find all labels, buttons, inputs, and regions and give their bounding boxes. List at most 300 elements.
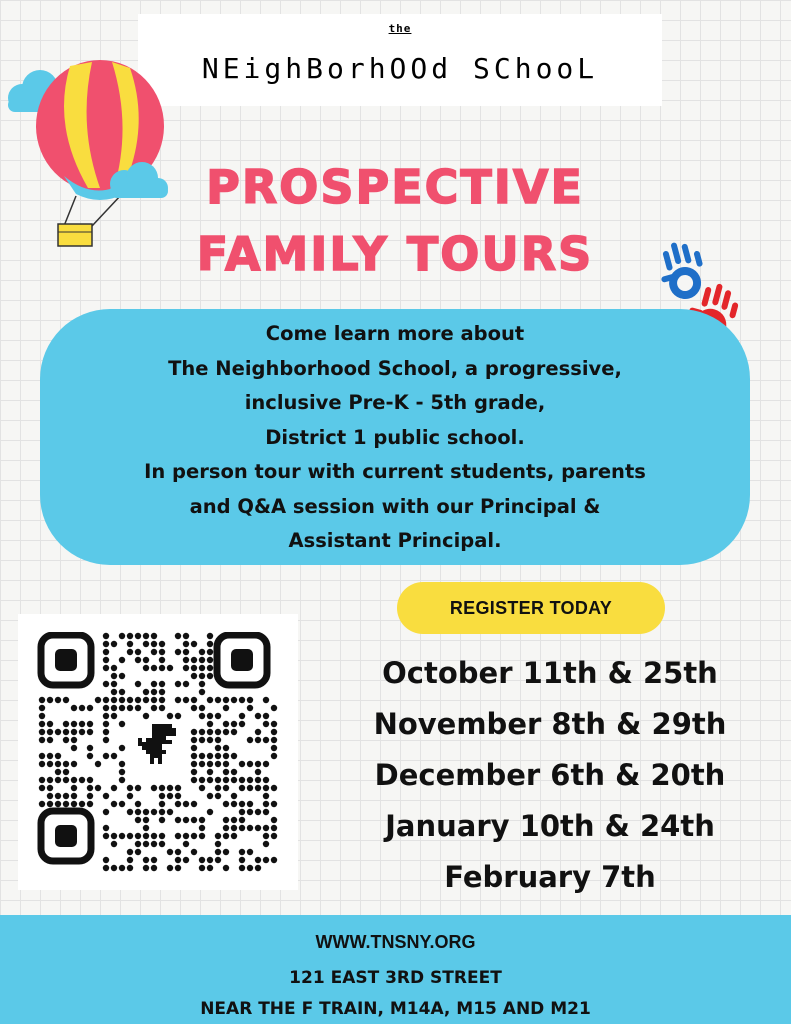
qr-dot (119, 689, 125, 695)
qr-dot (247, 825, 253, 831)
qr-dot (263, 713, 269, 719)
qr-dot (199, 865, 205, 871)
qr-dot (271, 737, 277, 743)
qr-dot (239, 761, 245, 767)
qr-dot (87, 777, 93, 783)
transit-info: NEAR THE F TRAIN, M14A, M15 AND M21 (200, 999, 591, 1019)
website-link[interactable]: WWW.TNSNY.ORG (315, 932, 476, 952)
qr-dot (103, 657, 109, 663)
qr-dot (111, 697, 117, 703)
qr-dot (199, 665, 205, 671)
qr-dot (135, 633, 141, 639)
qr-dot (47, 785, 53, 791)
qr-dot (55, 777, 61, 783)
qr-dot (39, 737, 45, 743)
qr-dot (127, 857, 133, 863)
qr-dot (159, 681, 165, 687)
qr-dot (151, 633, 157, 639)
qr-dot (207, 857, 213, 863)
tour-date: October 11th & 25th (382, 656, 718, 690)
qr-dot (255, 777, 261, 783)
qr-dot (247, 865, 253, 871)
qr-dot (199, 649, 205, 655)
qr-dot (55, 769, 61, 775)
qr-dot (135, 785, 141, 791)
qr-dot (239, 785, 245, 791)
qr-dot (223, 753, 229, 759)
qr-dot (103, 713, 109, 719)
qr-dot (159, 785, 165, 791)
qr-dot (111, 681, 117, 687)
qr-dot (47, 729, 53, 735)
qr-dot (271, 753, 277, 759)
qr-dot (103, 729, 109, 735)
qr-dot (39, 713, 45, 719)
qr-dot (55, 729, 61, 735)
qr-dot (143, 633, 149, 639)
qr-dot (191, 729, 197, 735)
qr-dot (135, 817, 141, 823)
qr-dot (47, 793, 53, 799)
qr-dot (215, 761, 221, 767)
qr-dot (239, 697, 245, 703)
qr-dot (103, 737, 109, 743)
qr-dot (239, 721, 245, 727)
qr-dot (95, 785, 101, 791)
register-today-button[interactable]: REGISTER TODAY (397, 582, 665, 634)
qr-dot (207, 649, 213, 655)
qr-dot (71, 737, 77, 743)
qr-dot (71, 793, 77, 799)
qr-dot (151, 641, 157, 647)
qr-dot (151, 841, 157, 847)
qr-dot (255, 857, 261, 863)
qr-dot (135, 697, 141, 703)
tour-date: January 10th & 24th (385, 809, 715, 843)
qr-dot (39, 761, 45, 767)
qr-dot (47, 737, 53, 743)
qr-dot (263, 697, 269, 703)
qr-dot (151, 705, 157, 711)
qr-dot (111, 713, 117, 719)
qr-dot (263, 761, 269, 767)
qr-dot (199, 825, 205, 831)
qr-dot (215, 841, 221, 847)
qr-dot (207, 753, 213, 759)
qr-dot (143, 865, 149, 871)
qr-dot (103, 697, 109, 703)
qr-dot (263, 857, 269, 863)
qr-dot (135, 705, 141, 711)
qr-dot (207, 697, 213, 703)
qr-dot (103, 809, 109, 815)
qr-dot (191, 641, 197, 647)
qr-dot (135, 833, 141, 839)
qr-dot (175, 681, 181, 687)
qr-dot (199, 737, 205, 743)
qr-dot (271, 705, 277, 711)
qr-dot (95, 697, 101, 703)
qr-dot (143, 841, 149, 847)
qr-dot (127, 697, 133, 703)
qr-dot (127, 849, 133, 855)
qr-dot (183, 681, 189, 687)
qr-dot (63, 769, 69, 775)
hot-air-balloon-icon (0, 56, 170, 256)
qr-dot (239, 857, 245, 863)
qr-dot (119, 801, 125, 807)
qr-dot (175, 697, 181, 703)
qr-dot (191, 737, 197, 743)
qr-dot (239, 809, 245, 815)
qr-dot (207, 729, 213, 735)
info-line: In person tour with current students, parents (144, 460, 646, 483)
qr-dot (119, 657, 125, 663)
qr-dot (111, 705, 117, 711)
qr-dot (55, 761, 61, 767)
qr-dot (263, 793, 269, 799)
qr-dot (103, 825, 109, 831)
qr-dot (111, 753, 117, 759)
info-panel (40, 309, 750, 565)
qr-dot (207, 777, 213, 783)
qr-dot (191, 761, 197, 767)
qr-dot (135, 849, 141, 855)
qr-dot (223, 777, 229, 783)
qr-dot (47, 777, 53, 783)
qr-dot (255, 761, 261, 767)
qr-dot (247, 777, 253, 783)
qr-dot (255, 809, 261, 815)
info-line: Assistant Principal. (288, 529, 502, 552)
qr-dot (191, 753, 197, 759)
qr-dot (127, 809, 133, 815)
qr-dot (39, 801, 45, 807)
qr-dot (127, 649, 133, 655)
qr-dot (95, 761, 101, 767)
qr-dot (151, 865, 157, 871)
qr-dot (191, 705, 197, 711)
qr-dot (207, 657, 213, 663)
qr-dot (143, 665, 149, 671)
qr-dot (199, 705, 205, 711)
qr-dot (79, 777, 85, 783)
qr-dot (167, 809, 173, 815)
qr-dot (119, 745, 125, 751)
qr-dot (111, 665, 117, 671)
qr-dot (159, 649, 165, 655)
qr-dot (103, 665, 109, 671)
qr-dot (215, 777, 221, 783)
qr-dot (87, 729, 93, 735)
qr-dot (111, 801, 117, 807)
qr-dot (71, 777, 77, 783)
qr-dot (135, 649, 141, 655)
qr-dot (87, 745, 93, 751)
qr-dot (255, 785, 261, 791)
qr-dot (215, 857, 221, 863)
qr-dot (151, 689, 157, 695)
qr-dot (63, 761, 69, 767)
qr-dot (63, 801, 69, 807)
qr-dot (47, 753, 53, 759)
qr-dot (135, 681, 141, 687)
qr-dot (135, 809, 141, 815)
qr-dot (223, 833, 229, 839)
qr-dot (103, 705, 109, 711)
qr-dot (159, 793, 165, 799)
qr-dot (71, 721, 77, 727)
qr-dot (215, 745, 221, 751)
qr-dot (63, 777, 69, 783)
qr-dot (71, 705, 77, 711)
qr-dot (63, 737, 69, 743)
qr-dot (63, 697, 69, 703)
qr-dot (151, 809, 157, 815)
qr-dot (247, 801, 253, 807)
qr-finder-inner (55, 649, 77, 671)
qr-dot (231, 801, 237, 807)
qr-dot (159, 809, 165, 815)
qr-dot (239, 801, 245, 807)
qr-dot (159, 665, 165, 671)
address: 121 EAST 3RD STREET (289, 968, 502, 988)
qr-dot (199, 857, 205, 863)
qr-dot (39, 777, 45, 783)
qr-dot (175, 865, 181, 871)
qr-dot (255, 865, 261, 871)
qr-dot (63, 729, 69, 735)
qr-dot (151, 649, 157, 655)
info-line: and Q&A session with our Principal & (189, 494, 601, 518)
qr-dot (175, 849, 181, 855)
qr-dot (183, 649, 189, 655)
qr-dot (103, 681, 109, 687)
qr-dot (143, 713, 149, 719)
qr-dot (231, 833, 237, 839)
qr-dot (223, 721, 229, 727)
qr-dot (143, 817, 149, 823)
qr-dot (39, 697, 45, 703)
qr-dot (119, 705, 125, 711)
qr-dot (151, 785, 157, 791)
qr-dot (271, 833, 277, 839)
qr-dot (119, 761, 125, 767)
qr-dot (199, 817, 205, 823)
qr-dot (119, 633, 125, 639)
qr-dot (255, 713, 261, 719)
qr-dot (159, 705, 165, 711)
qr-dot (215, 737, 221, 743)
qr-dot (71, 785, 77, 791)
qr-dot (191, 777, 197, 783)
qr-dot (231, 793, 237, 799)
qr-dot (127, 833, 133, 839)
qr-dot (175, 633, 181, 639)
qr-dot (183, 665, 189, 671)
qr-dot (87, 705, 93, 711)
qr-dot (239, 825, 245, 831)
qr-dot (151, 857, 157, 863)
qr-dot (199, 657, 205, 663)
qr-dot (215, 849, 221, 855)
qr-dot (111, 865, 117, 871)
qr-dot (39, 705, 45, 711)
qr-dot (87, 785, 93, 791)
qr-finder-inner (55, 825, 77, 847)
qr-dot (167, 865, 173, 871)
qr-dot (183, 697, 189, 703)
qr-dot (47, 801, 53, 807)
logo-the: the (388, 22, 412, 35)
qr-dot (167, 849, 173, 855)
qr-dot (135, 801, 141, 807)
qr-dot (215, 785, 221, 791)
qr-dot (231, 777, 237, 783)
qr-dot (71, 761, 77, 767)
qr-dot (87, 753, 93, 759)
qr-dot (127, 641, 133, 647)
qr-dot (175, 649, 181, 655)
qr-dot (103, 793, 109, 799)
qr-dot (119, 673, 125, 679)
qr-dot (263, 809, 269, 815)
qr-dot (143, 641, 149, 647)
qr-dot (231, 753, 237, 759)
qr-dot (103, 857, 109, 863)
qr-dot (271, 857, 277, 863)
qr-dot (119, 833, 125, 839)
qr-dot (183, 641, 189, 647)
qr-dot (231, 769, 237, 775)
qr-dot (223, 705, 229, 711)
qr-dot (207, 769, 213, 775)
qr-dot (143, 833, 149, 839)
qr-dot (63, 793, 69, 799)
qr-dot (151, 833, 157, 839)
dinosaur-icon (138, 724, 176, 764)
qr-dot (175, 785, 181, 791)
qr-dot (175, 817, 181, 823)
qr-dot (71, 745, 77, 751)
qr-dot (263, 833, 269, 839)
qr-dot (119, 697, 125, 703)
qr-dot (175, 713, 181, 719)
qr-dot (247, 705, 253, 711)
qr-dot (207, 633, 213, 639)
qr-dot (79, 729, 85, 735)
logo-name: NEighBorhOOd SChooL (201, 52, 599, 85)
qr-dot (63, 721, 69, 727)
qr-dot (231, 817, 237, 823)
qr-dot (255, 729, 261, 735)
qr-dot (207, 865, 213, 871)
qr-dot (47, 697, 53, 703)
qr-dot (111, 641, 117, 647)
qr-code[interactable] (18, 614, 298, 890)
qr-dot (207, 673, 213, 679)
qr-dot (223, 825, 229, 831)
qr-dot (215, 753, 221, 759)
qr-dot (143, 809, 149, 815)
qr-dot (199, 785, 205, 791)
qr-dot (135, 657, 141, 663)
qr-dot (55, 793, 61, 799)
qr-dot (87, 793, 93, 799)
qr-dot (191, 657, 197, 663)
qr-dot (159, 841, 165, 847)
qr-dot (143, 697, 149, 703)
qr-dot (271, 801, 277, 807)
qr-dot (127, 865, 133, 871)
qr-dot (215, 729, 221, 735)
qr-dot (247, 785, 253, 791)
qr-dot (263, 737, 269, 743)
title-line-2: FAMILY TOURS (196, 227, 594, 281)
qr-dot (55, 697, 61, 703)
qr-dot (119, 777, 125, 783)
qr-dot (47, 721, 53, 727)
qr-dot (175, 857, 181, 863)
qr-dot (223, 817, 229, 823)
footer (0, 915, 791, 1024)
qr-dot (127, 793, 133, 799)
school-logo (138, 14, 662, 106)
qr-dot (159, 833, 165, 839)
qr-finder-inner (231, 649, 253, 671)
qr-dot (199, 713, 205, 719)
qr-dot (223, 697, 229, 703)
qr-dot (207, 721, 213, 727)
qr-dot (247, 849, 253, 855)
qr-dot (191, 801, 197, 807)
qr-dot (223, 769, 229, 775)
qr-dot (159, 817, 165, 823)
qr-dot (231, 825, 237, 831)
qr-dot (191, 769, 197, 775)
qr-dot (55, 753, 61, 759)
qr-dot (191, 833, 197, 839)
qr-dot (119, 769, 125, 775)
qr-dot (231, 729, 237, 735)
qr-dot (239, 817, 245, 823)
qr-dot (231, 721, 237, 727)
qr-dot (175, 793, 181, 799)
qr-dot (199, 673, 205, 679)
qr-dot (87, 801, 93, 807)
qr-dot (255, 825, 261, 831)
qr-dot (79, 721, 85, 727)
qr-dot (143, 657, 149, 663)
info-line: inclusive Pre-K - 5th grade, (244, 391, 546, 414)
tour-dates (350, 648, 750, 903)
qr-dot (207, 641, 213, 647)
qr-dot (183, 817, 189, 823)
qr-dot (223, 729, 229, 735)
qr-dot (239, 849, 245, 855)
title-line-1: PROSPECTIVE (206, 160, 584, 214)
qr-dot (271, 785, 277, 791)
qr-dot (191, 673, 197, 679)
qr-dot (215, 793, 221, 799)
qr-dot (143, 857, 149, 863)
qr-dot (263, 785, 269, 791)
qr-dot (215, 833, 221, 839)
info-text (40, 317, 750, 559)
qr-dot (215, 713, 221, 719)
qr-dot (191, 745, 197, 751)
qr-dot (127, 633, 133, 639)
